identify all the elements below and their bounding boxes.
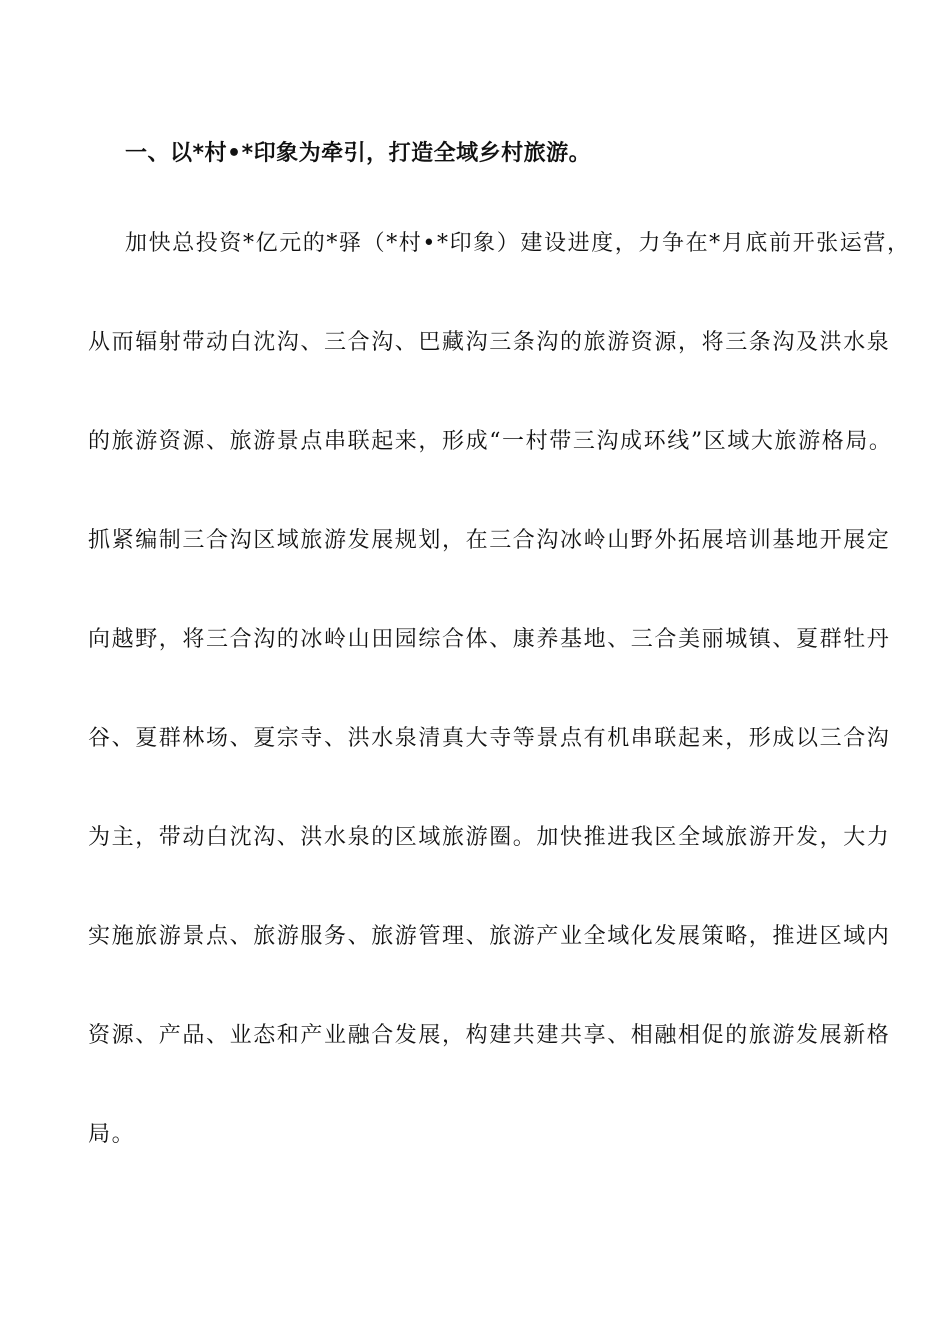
paragraph-line: 的旅游资源、旅游景点串联起来，形成“一村带三沟成环线”区域大旅游格局。 — [88, 429, 893, 454]
paragraph-line: 实施旅游景点、旅游服务、旅游管理、旅游产业全域化发展策略，推进区域内 — [88, 924, 891, 949]
paragraph-line: 谷、夏群林场、夏宗寺、洪水泉清真大寺等景点有机串联起来，形成以三合沟 — [88, 726, 891, 751]
paragraph-line: 抓紧编制三合沟区域旅游发展规划，在三合沟冰岭山野外拓展培训基地开展定 — [88, 528, 891, 553]
paragraph-line: 向越野，将三合沟的冰岭山田园综合体、康养基地、三合美丽城镇、夏群牡丹 — [88, 627, 891, 652]
paragraph-line: 从而辐射带动白沈沟、三合沟、巴藏沟三条沟的旅游资源，将三条沟及洪水泉 — [88, 330, 891, 355]
paragraph-line: 局。 — [88, 1122, 136, 1147]
section-heading: 一、以*村•*印象为牵引，打造全域乡村旅游。 — [125, 141, 592, 166]
paragraph-line: 加快总投资*亿元的*驿（*村•*印象）建设进度，力争在*月底前开张运营， — [125, 231, 911, 256]
paragraph-line: 资源、产品、业态和产业融合发展，构建共建共享、相融相促的旅游发展新格 — [88, 1023, 891, 1048]
paragraph-line: 为主，带动白沈沟、洪水泉的区域旅游圈。加快推进我区全域旅游开发，大力 — [88, 825, 891, 850]
